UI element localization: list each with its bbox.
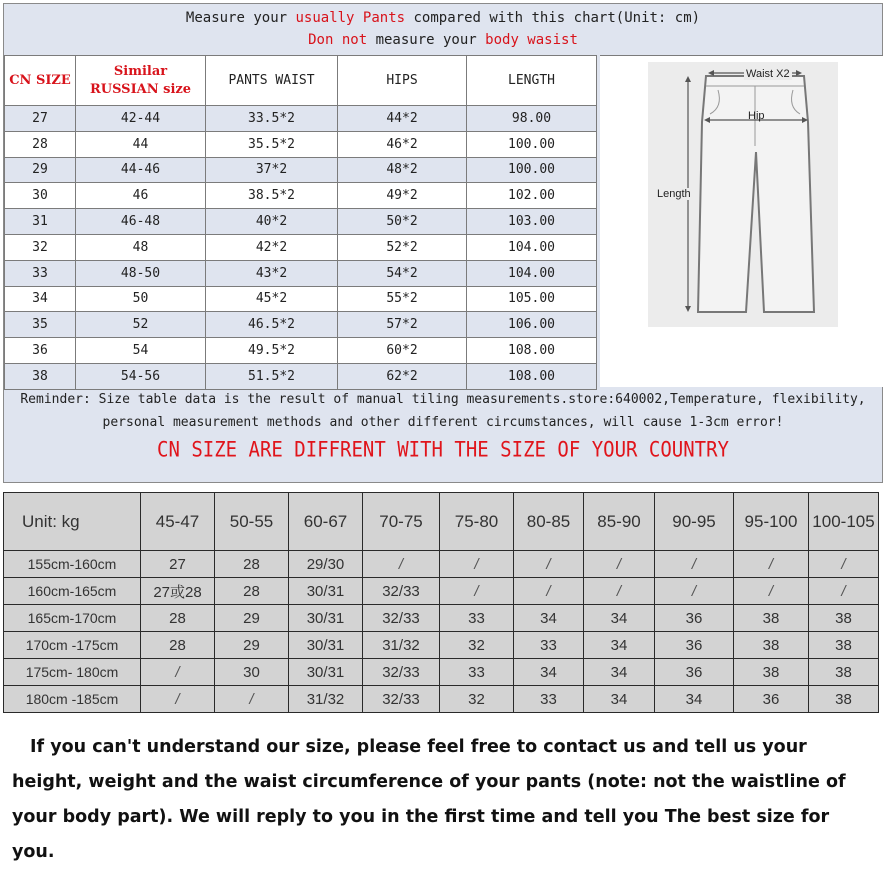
height-row (4, 659, 879, 686)
length-cell: 103.00 (467, 209, 597, 235)
waist-cell: 35.5*2 (206, 131, 338, 157)
height-row (4, 686, 879, 713)
recommended-size-cell: 33 (514, 632, 584, 659)
recommended-size-cell: 32/33 (363, 659, 440, 686)
recommended-size-cell: 29/30 (289, 551, 363, 578)
cn-size-cell: 27 (5, 106, 76, 132)
recommended-size-cell: 28 (215, 551, 289, 578)
col-russian-size (76, 56, 206, 106)
cn-size-cell: 33 (5, 260, 76, 286)
recommended-size-cell: 30/31 (289, 578, 363, 605)
unit-label: Unit: kg (4, 493, 141, 551)
recommended-size-cell: 32/33 (363, 578, 440, 605)
recommended-size-cell: 38 (734, 605, 809, 632)
hips-cell: 54*2 (338, 260, 467, 286)
waist-cell: 42*2 (206, 234, 338, 260)
pants-diagram (600, 55, 883, 387)
weight-header-row (4, 493, 879, 551)
header-highlight: usually Pants (295, 10, 406, 26)
recommended-size-cell: 30/31 (289, 605, 363, 632)
recommended-size-cell: 34 (584, 659, 655, 686)
length-cell: 104.00 (467, 260, 597, 286)
height-row (4, 605, 879, 632)
recommended-size-cell: 34 (584, 686, 655, 713)
recommended-size-cell: / (809, 578, 879, 605)
cn-size-cell: 34 (5, 286, 76, 312)
recommended-size-cell: 32/33 (363, 686, 440, 713)
russian-size-cell: 48-50 (76, 260, 206, 286)
height-row (4, 551, 879, 578)
recommended-size-cell: / (734, 578, 809, 605)
cn-size-cell: 28 (5, 131, 76, 157)
recommended-size-cell: 38 (734, 659, 809, 686)
recommended-size-cell: 34 (584, 632, 655, 659)
recommended-size-cell: / (584, 578, 655, 605)
recommended-size-cell: / (141, 686, 215, 713)
recommended-size-cell: 36 (655, 605, 734, 632)
recommended-size-cell: 38 (734, 632, 809, 659)
recommended-size-cell: / (514, 578, 584, 605)
size-help-note (12, 730, 874, 870)
hips-cell: 60*2 (338, 338, 467, 364)
hips-cell: 46*2 (338, 131, 467, 157)
recommended-size-cell: / (734, 551, 809, 578)
recommended-size-cell: 30/31 (289, 659, 363, 686)
waist-cell: 43*2 (206, 260, 338, 286)
waist-cell: 38.5*2 (206, 183, 338, 209)
russian-size-cell: 54 (76, 338, 206, 364)
recommended-size-cell: 36 (655, 632, 734, 659)
header-text: measure your (367, 32, 486, 48)
cn-size-warning: CN SIZE ARE DIFFRENT WITH THE SIZE OF YOUR COUNTRY (157, 437, 729, 463)
recommended-size-cell: 34 (514, 659, 584, 686)
russian-size-cell: 46 (76, 183, 206, 209)
russian-size-cell: 50 (76, 286, 206, 312)
russian-size-cell: 44 (76, 131, 206, 157)
recommended-size-cell: 33 (440, 659, 514, 686)
cn-size-cell: 31 (5, 209, 76, 235)
russian-size-cell: 42-44 (76, 106, 206, 132)
waist-cell: 37*2 (206, 157, 338, 183)
size-chart-panel (3, 3, 883, 483)
length-cell: 108.00 (467, 363, 597, 389)
length-cell: 100.00 (467, 157, 597, 183)
recommended-size-cell: 27 (141, 551, 215, 578)
hips-cell: 62*2 (338, 363, 467, 389)
length-cell: 104.00 (467, 234, 597, 260)
waist-cell: 45*2 (206, 286, 338, 312)
cn-size-cell: 36 (5, 338, 76, 364)
col-russian-line1: Similar (113, 63, 168, 79)
chart-header-line2 (4, 32, 882, 48)
russian-size-cell: 46-48 (76, 209, 206, 235)
recommended-size-cell: / (655, 551, 734, 578)
length-cell: 102.00 (467, 183, 597, 209)
cn-size-cell: 35 (5, 312, 76, 338)
reminder-line2: personal measurement methods and other different circumstances, will cause 1-3cm error! (102, 415, 784, 430)
hips-cell: 52*2 (338, 234, 467, 260)
length-cell: 98.00 (467, 106, 597, 132)
recommended-size-cell: / (655, 578, 734, 605)
recommended-size-cell: 34 (514, 605, 584, 632)
recommended-size-cell: 38 (809, 632, 879, 659)
col-pants-waist: PANTS WAIST (206, 56, 338, 106)
hips-cell: 50*2 (338, 209, 467, 235)
recommended-size-cell: 38 (809, 686, 879, 713)
recommended-size-cell: 28 (141, 632, 215, 659)
hip-label: Hip (748, 110, 765, 122)
recommended-size-cell: 30 (215, 659, 289, 686)
recommended-size-cell: / (809, 551, 879, 578)
reminder-line1: Reminder: Size table data is the result of manual tiling measurements.store:640002,Temperature, flexibility, (20, 392, 866, 407)
waist-cell: 40*2 (206, 209, 338, 235)
weight-range-header: 45-47 (141, 493, 215, 551)
recommended-size-cell: 30/31 (289, 632, 363, 659)
russian-size-cell: 48 (76, 234, 206, 260)
length-cell: 100.00 (467, 131, 597, 157)
length-cell: 105.00 (467, 286, 597, 312)
header-highlight: Don not (308, 32, 368, 48)
russian-size-cell: 54-56 (76, 363, 206, 389)
recommended-size-cell: 33 (440, 605, 514, 632)
col-russian-line2: RUSSIAN size (89, 81, 192, 97)
recommended-size-cell: 34 (655, 686, 734, 713)
height-row (4, 578, 879, 605)
header-text: compared with this chart(Unit: cm) (405, 10, 701, 26)
weight-range-header: 95-100 (734, 493, 809, 551)
russian-size-cell: 44-46 (76, 157, 206, 183)
recommended-size-cell: 29 (215, 632, 289, 659)
col-length: LENGTH (467, 56, 597, 106)
recommended-size-cell: / (514, 551, 584, 578)
hips-cell: 48*2 (338, 157, 467, 183)
hips-cell: 57*2 (338, 312, 467, 338)
recommended-size-cell: / (141, 659, 215, 686)
recommended-size-cell: / (440, 578, 514, 605)
recommended-size-cell: 36 (655, 659, 734, 686)
recommended-size-cell: 27或28 (141, 578, 215, 605)
weight-range-header: 80-85 (514, 493, 584, 551)
weight-range-header: 50-55 (215, 493, 289, 551)
col-cn-size: CN SIZE (5, 56, 76, 106)
recommended-size-cell: 33 (514, 686, 584, 713)
recommended-size-cell: 31/32 (289, 686, 363, 713)
hips-cell: 49*2 (338, 183, 467, 209)
recommended-size-cell: / (215, 686, 289, 713)
russian-size-cell: 52 (76, 312, 206, 338)
height-row (4, 632, 879, 659)
waist-cell: 33.5*2 (206, 106, 338, 132)
height-range-label: 175cm- 180cm (4, 659, 141, 686)
cn-size-cell: 29 (5, 157, 76, 183)
hips-cell: 55*2 (338, 286, 467, 312)
header-highlight: body wasist (485, 32, 578, 48)
note-text: If you can't understand our size, please feel free to contact us and tell us your height, weight and the waist circumference of your pants (note: not the waistline of your body part). We will reply to you in the first time and tell you The best size for you. (12, 737, 846, 862)
waist-cell: 46.5*2 (206, 312, 338, 338)
height-range-label: 170cm -175cm (4, 632, 141, 659)
weight-range-header: 85-90 (584, 493, 655, 551)
height-range-label: 180cm -185cm (4, 686, 141, 713)
recommended-size-cell: 34 (584, 605, 655, 632)
recommended-size-cell: / (440, 551, 514, 578)
recommended-size-cell: 32/33 (363, 605, 440, 632)
weight-range-header: 75-80 (440, 493, 514, 551)
recommended-size-cell: / (584, 551, 655, 578)
recommended-size-cell: 38 (809, 605, 879, 632)
height-range-label: 160cm-165cm (4, 578, 141, 605)
recommended-size-cell: 38 (809, 659, 879, 686)
waist-cell: 51.5*2 (206, 363, 338, 389)
weight-range-header: 90-95 (655, 493, 734, 551)
chart-header-line1 (4, 10, 882, 26)
recommended-size-cell: 32 (440, 686, 514, 713)
header-text: Measure your (185, 10, 296, 26)
recommended-size-cell: 31/32 (363, 632, 440, 659)
recommended-size-cell: 29 (215, 605, 289, 632)
length-cell: 108.00 (467, 338, 597, 364)
length-label: Length (657, 188, 691, 200)
cn-size-cell: 30 (5, 183, 76, 209)
recommended-size-cell: / (363, 551, 440, 578)
recommended-size-cell: 36 (734, 686, 809, 713)
weight-height-table (3, 492, 879, 713)
weight-range-header: 70-75 (363, 493, 440, 551)
recommended-size-cell: 28 (141, 605, 215, 632)
recommended-size-cell: 28 (215, 578, 289, 605)
recommended-size-cell: 32 (440, 632, 514, 659)
cn-size-cell: 32 (5, 234, 76, 260)
hips-cell: 44*2 (338, 106, 467, 132)
waist-cell: 49.5*2 (206, 338, 338, 364)
weight-range-header: 100-105 (809, 493, 879, 551)
height-range-label: 155cm-160cm (4, 551, 141, 578)
cn-size-cell: 38 (5, 363, 76, 389)
length-cell: 106.00 (467, 312, 597, 338)
col-hips: HIPS (338, 56, 467, 106)
height-range-label: 165cm-170cm (4, 605, 141, 632)
weight-range-header: 60-67 (289, 493, 363, 551)
waist-label: Waist X2 (746, 68, 790, 80)
